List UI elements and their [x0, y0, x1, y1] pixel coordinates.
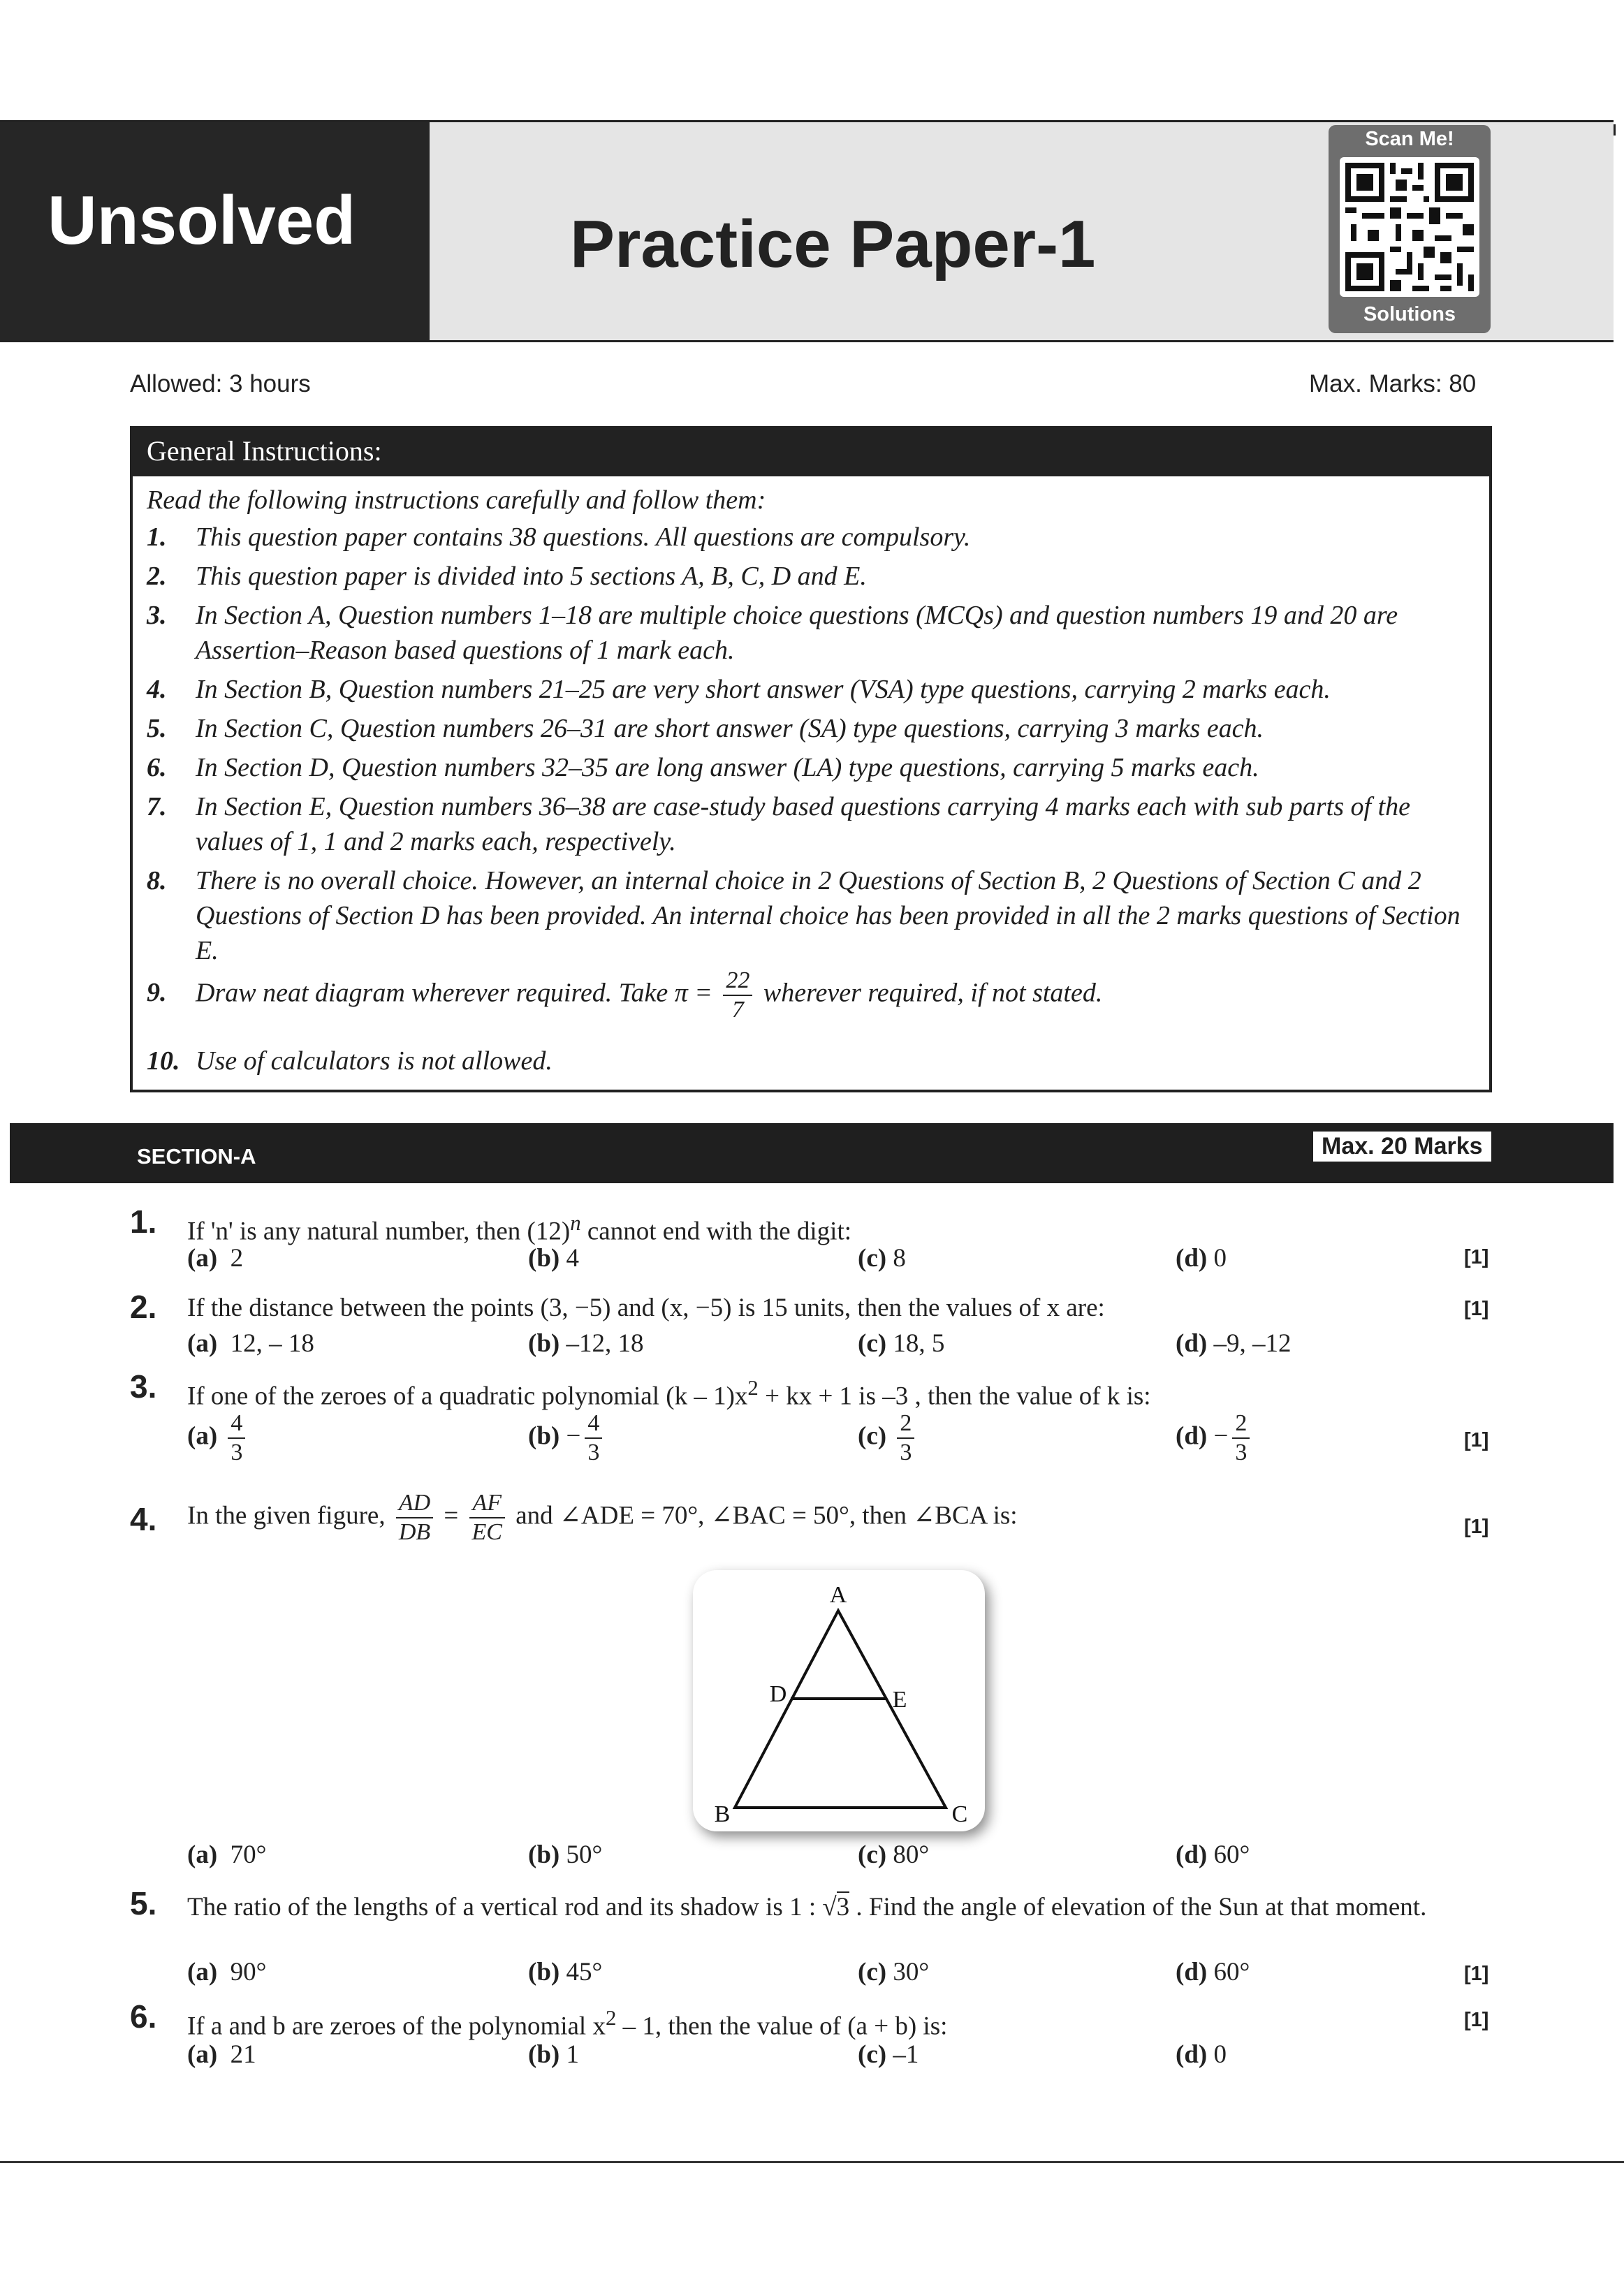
vertex-label-e: E [892, 1687, 907, 1713]
vertex-label-d: D [769, 1681, 787, 1707]
option-d [1176, 2040, 1227, 2070]
question-text-part: The ratio of the lengths of a vertical rod and its shadow is 1 : [187, 1893, 817, 1921]
instruction-text: There is no overall choice. However, an internal choice in 2 Questions of Section B, 2 Questions of Section C and 2 Questions of Section D has been provided. An internal choice has been provided in all the 2 marks questions of Section E. [196, 866, 1461, 965]
fraction-denominator: 7 [731, 997, 744, 1023]
option-label: (b) [528, 1958, 560, 1986]
option-d [1176, 1410, 1254, 1467]
instructions-lead: Read the following instructions carefully and follow them: [147, 485, 766, 515]
fraction-numerator: 2 [897, 1410, 914, 1439]
option-label: (b) [528, 1840, 560, 1869]
instructions-header [133, 429, 1489, 476]
vertex-label-b: B [714, 1801, 731, 1827]
question-mark: [1] [1464, 1429, 1489, 1451]
fraction-numerator: 4 [585, 1410, 602, 1439]
fraction-denominator: 3 [1235, 1440, 1248, 1465]
question-mark: [1] [1464, 2009, 1489, 2031]
page-title: Practice Paper-1 [570, 207, 1096, 281]
option-fraction [897, 1410, 914, 1467]
section-marks-badge: Max. 20 Marks [1313, 1132, 1491, 1162]
pi-fraction [723, 967, 752, 1024]
option-a [187, 1243, 243, 1273]
instruction-text: This question paper contains 38 questions. All questions are compulsory. [196, 522, 971, 552]
ratio-fraction [469, 1489, 505, 1546]
question-number: 3. [130, 1368, 157, 1405]
option-label: (d) [1176, 1840, 1208, 1869]
option-text: 50° [566, 1840, 603, 1869]
instruction-number: 8. [147, 866, 167, 895]
option-text: –12, 18 [566, 1329, 644, 1358]
option-d [1176, 1957, 1250, 1987]
option-label: (a) [187, 1840, 218, 1869]
option-fraction [585, 1410, 602, 1467]
option-a [187, 1957, 266, 1987]
section-header [10, 1123, 1614, 1183]
option-d [1176, 1243, 1227, 1273]
instruction-text: In Section D, Question numbers 32–35 are long answer (LA) type questions, carrying 5 marks each. [196, 753, 1259, 782]
option-text: 4 [566, 1244, 579, 1273]
option-sign: − [566, 1421, 581, 1451]
qr-scan-label: Scan Me! [1365, 128, 1454, 150]
instruction-number: 7. [147, 792, 167, 821]
question-text [187, 2002, 1500, 2042]
option-c [858, 1243, 906, 1273]
option-b [528, 2040, 579, 2070]
option-sign: − [1213, 1421, 1229, 1451]
option-a [187, 1840, 266, 1870]
option-label: (d) [1176, 2040, 1208, 2069]
fraction-denominator: 3 [900, 1440, 912, 1465]
option-text: 90° [230, 1958, 267, 1986]
option-text: 21 [230, 2040, 256, 2069]
option-a [187, 2040, 256, 2070]
instruction-text: This question paper is divided into 5 sections A, B, C, D and E. [196, 562, 867, 591]
option-label: (b) [528, 1329, 560, 1358]
fraction-denominator: 3 [587, 1440, 600, 1465]
instruction-text-after: wherever required, if not stated. [763, 978, 1103, 1008]
option-text: –9, –12 [1213, 1329, 1292, 1358]
fraction-numerator: 22 [723, 967, 752, 996]
question-mark: [1] [1464, 1246, 1489, 1268]
qr-solutions-label: Solutions [1363, 303, 1456, 325]
instruction-number: 2. [147, 562, 167, 591]
question-number: 6. [130, 1998, 157, 2035]
option-text: 60° [1213, 1840, 1250, 1869]
option-label: (d) [1176, 1244, 1208, 1273]
option-label: (c) [858, 1840, 887, 1869]
question-number: 1. [130, 1203, 157, 1240]
time-allowed: Allowed: 3 hours [130, 370, 311, 397]
option-label: (d) [1176, 1329, 1208, 1358]
option-text: 18, 5 [893, 1329, 945, 1358]
instruction-number: 4. [147, 675, 167, 704]
fraction-denominator: DB [398, 1519, 431, 1545]
option-c [858, 1957, 929, 1987]
instruction-text: In Section A, Question numbers 1–18 are multiple choice questions (MCQs) and question numbers 19 and 20 are Assertion–Reason based questions of 1 mark each. [196, 601, 1398, 665]
option-b [528, 1957, 602, 1987]
option-label: (a) [187, 1244, 218, 1273]
question-text: If the distance between the points (3, −5) and (x, −5) is 15 units, then the values of x are: [187, 1294, 1105, 1322]
qr-panel[interactable] [1329, 125, 1491, 333]
option-a [187, 1328, 314, 1359]
footer-divider [0, 2161, 1624, 2163]
option-text: 0 [1213, 1244, 1227, 1273]
question-text [187, 1489, 1500, 1546]
option-label: (a) [187, 2040, 218, 2069]
option-text: 60° [1213, 1958, 1250, 1986]
question-text [187, 1207, 1500, 1247]
vertex-label-a: A [829, 1582, 847, 1608]
option-text: 1 [566, 2040, 579, 2069]
question-text-part: and ∠ADE = 70°, ∠BAC = 50°, then ∠BCA is: [515, 1501, 1018, 1530]
superscript: 2 [747, 1376, 759, 1400]
option-fraction [1232, 1410, 1250, 1467]
option-fraction [228, 1410, 245, 1467]
fraction-numerator: AD [396, 1489, 433, 1518]
instruction-text: Use of calculators is not allowed. [196, 1046, 553, 1076]
option-label: (b) [528, 1244, 560, 1273]
option-text: 80° [893, 1840, 930, 1869]
question-text [187, 1372, 1500, 1412]
option-b [528, 1328, 643, 1359]
option-text: 12, – 18 [230, 1329, 314, 1358]
question-mark: [1] [1464, 1516, 1489, 1538]
question-mark: [1] [1464, 1963, 1489, 1985]
option-a [187, 1410, 249, 1467]
option-label: (c) [858, 1244, 887, 1273]
instruction-number: 9. [147, 978, 167, 1007]
option-label: (b) [528, 2040, 560, 2069]
question-text [187, 1891, 1500, 1924]
banner-dark-panel [0, 122, 430, 340]
question-text-part: . Find the angle of elevation of the Sun at that moment. [856, 1893, 1427, 1921]
option-label: (d) [1176, 1421, 1208, 1451]
instruction-text-before: Draw neat diagram wherever required. Take π = [196, 978, 712, 1008]
option-text: –1 [893, 2040, 919, 2069]
option-label: (d) [1176, 1958, 1208, 1986]
fraction-denominator: 3 [231, 1440, 243, 1465]
equals-sign: = [444, 1501, 459, 1530]
option-label: (c) [858, 1958, 887, 1986]
option-text: 30° [893, 1958, 930, 1986]
fraction-numerator: AF [469, 1489, 505, 1518]
option-b [528, 1840, 602, 1870]
option-c [858, 1410, 919, 1467]
triangle-figure [693, 1570, 985, 1831]
option-label: (a) [187, 1421, 218, 1451]
header-banner [0, 120, 1614, 342]
superscript: 2 [605, 2006, 617, 2030]
question-number: 5. [130, 1885, 157, 1921]
question-mark: [1] [1464, 1298, 1489, 1320]
max-marks: Max. Marks: 80 [1309, 370, 1477, 397]
banner-edge-mark [1614, 124, 1616, 136]
question-text-part: If one of the zeroes of a quadratic polynomial (k – 1)x [187, 1382, 748, 1411]
option-c [858, 2040, 919, 2070]
option-text: 45° [566, 1958, 603, 1986]
vertex-label-c: C [951, 1801, 968, 1827]
question-text-part: If 'n' is any natural number, then (12) [187, 1217, 571, 1246]
unsolved-label: Unsolved [47, 182, 356, 258]
question-text-part: – 1, then the value of (a + b) is: [616, 2012, 948, 2041]
qr-code-icon[interactable] [1340, 157, 1479, 297]
instruction-number: 3. [147, 601, 167, 630]
option-label: (c) [858, 1329, 887, 1358]
option-d [1176, 1328, 1291, 1359]
instruction-text [196, 967, 1474, 1024]
fraction-numerator: 2 [1232, 1410, 1250, 1439]
option-b [528, 1243, 579, 1273]
question-text-part: In the given figure, [187, 1501, 386, 1530]
square-root: √3 [822, 1893, 850, 1921]
option-text: 0 [1213, 2040, 1227, 2069]
section-label: SECTION-A [137, 1144, 256, 1169]
option-d [1176, 1840, 1250, 1870]
question-text-part: If a and b are zeroes of the polynomial x [187, 2012, 606, 2041]
radicand: 3 [836, 1893, 850, 1921]
option-text: 8 [893, 1244, 906, 1273]
fraction-denominator: EC [471, 1519, 502, 1545]
option-label: (a) [187, 1958, 218, 1986]
instruction-text: In Section B, Question numbers 21–25 are very short answer (VSA) type questions, carrying 2 marks each. [196, 675, 1331, 704]
option-text: 70° [230, 1840, 267, 1869]
option-label: (c) [858, 1421, 887, 1451]
option-text: 2 [230, 1244, 244, 1273]
option-label: (c) [858, 2040, 887, 2069]
option-c [858, 1840, 929, 1870]
option-label: (b) [528, 1421, 560, 1451]
instruction-text: In Section E, Question numbers 36–38 are case-study based questions carrying 4 marks each with sub parts of the values of 1, 1 and 2 marks each, respectively. [196, 792, 1411, 856]
ratio-fraction [396, 1489, 433, 1546]
question-number: 2. [130, 1289, 157, 1325]
triangle-diagram [693, 1570, 985, 1831]
general-instructions-box [130, 426, 1492, 1092]
question-text-part: + kx + 1 is –3 , then the value of k is: [758, 1382, 1151, 1411]
option-b [528, 1410, 606, 1467]
option-c [858, 1328, 944, 1359]
superscript: n [570, 1211, 581, 1235]
instructions-heading: General Instructions: [147, 435, 382, 467]
instruction-text: In Section C, Question numbers 26–31 are short answer (SA) type questions, carrying 3 marks each. [196, 714, 1264, 743]
question-number: 4. [130, 1501, 157, 1537]
instruction-number: 10. [147, 1046, 180, 1076]
instruction-number: 1. [147, 522, 167, 552]
instruction-number: 6. [147, 753, 167, 782]
question-text-part: cannot end with the digit: [580, 1217, 852, 1246]
instruction-number: 5. [147, 714, 167, 743]
fraction-numerator: 4 [228, 1410, 245, 1439]
option-label: (a) [187, 1329, 218, 1358]
